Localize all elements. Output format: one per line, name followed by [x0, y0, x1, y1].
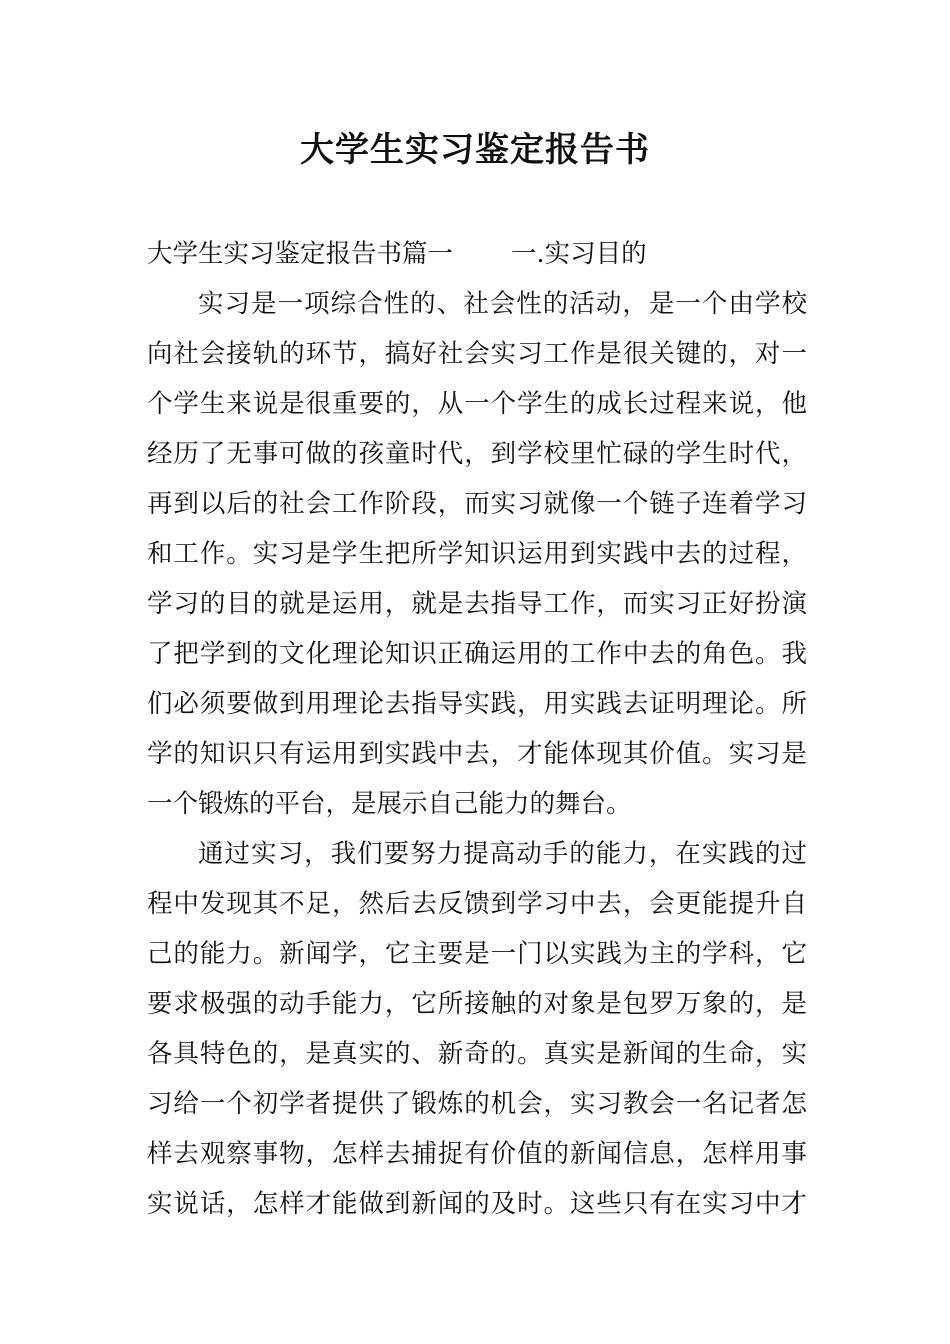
section-heading: 一.实习目的 — [511, 239, 647, 269]
text-line: 和工作。实习是学生把所学知识运用到实践中去的过程， — [147, 539, 807, 569]
text-line: 通过实习，我们要努力提高动手的能力，在实践的过 — [198, 839, 807, 869]
text-line: 们必须要做到用理论去指导实践，用实践去证明理论。所 — [147, 689, 807, 719]
text-line: 要求极强的动手能力，它所接触的对象是包罗万象的，是 — [147, 989, 807, 1019]
text-line: 一个锻炼的平台，是展示自己能力的舞台。 — [147, 789, 632, 819]
text-line: 了把学到的文化理论知识正确运用的工作中去的角色。我 — [147, 639, 807, 669]
text-line: 经历了无事可做的孩童时代，到学校里忙碌的学生时代， — [147, 439, 807, 469]
text-line: 样去观察事物，怎样去捕捉有价值的新闻信息，怎样用事 — [147, 1139, 807, 1169]
first-line — [147, 229, 807, 279]
document-title: 大学生实习鉴定报告书 — [300, 130, 650, 170]
report-heading: 大学生实习鉴定报告书篇一 — [147, 239, 454, 269]
text-line: 程中发现其不足，然后去反馈到学习中去，会更能提升自 — [147, 889, 807, 919]
text-line: 实习是一项综合性的、社会性的活动，是一个由学校 — [198, 289, 807, 319]
text-line: 实说话，怎样才能做到新闻的及时。这些只有在实习中才 — [147, 1189, 807, 1219]
text-line: 各具特色的，是真实的、新奇的。真实是新闻的生命，实 — [147, 1039, 807, 1069]
text-line: 习给一个初学者提供了锻炼的机会，实习教会一名记者怎 — [147, 1089, 807, 1119]
text-line: 学习的目的就是运用，就是去指导工作，而实习正好扮演 — [147, 589, 807, 619]
text-line: 向社会接轨的环节，搞好社会实习工作是很关键的，对一 — [147, 339, 807, 369]
document-body — [147, 229, 807, 1229]
text-line: 学的知识只有运用到实践中去，才能体现其价值。实习是 — [147, 739, 807, 769]
text-line: 个学生来说是很重要的，从一个学生的成长过程来说，他 — [147, 389, 807, 419]
text-line: 己的能力。新闻学，它主要是一门以实践为主的学科，它 — [147, 939, 807, 969]
text-line: 再到以后的社会工作阶段，而实习就像一个链子连着学习 — [147, 489, 807, 519]
